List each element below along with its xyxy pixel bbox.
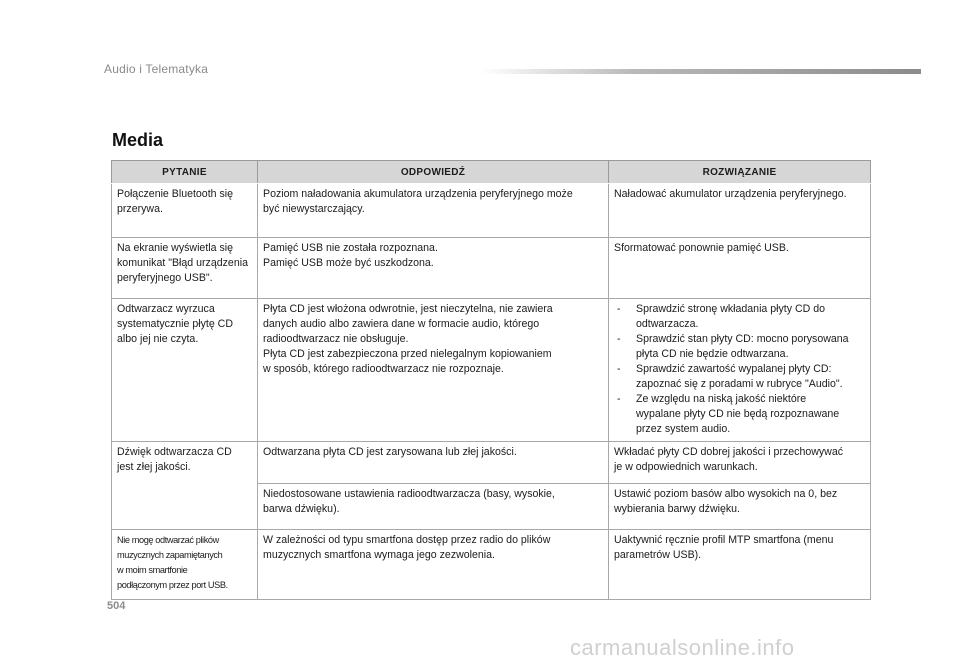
question-line: Dźwięk odtwarzacza CD	[117, 446, 232, 458]
solution-line: Uaktywnić ręcznie profil MTP smartfona (menu	[614, 534, 834, 546]
solution-line: parametrów USB).	[614, 549, 702, 561]
bullet-line: - Ze względu na niską jakość niektóre	[636, 393, 807, 405]
answer-line: Pamięć USB nie została rozpoznana.	[263, 242, 438, 254]
answer-line: muzycznych smartfona wymaga jego zezwolenia.	[263, 549, 495, 561]
solution-line: je w odpowiednich warunkach.	[614, 461, 758, 473]
bullet-line: - Sprawdzić stan płyty CD: mocno porysowana	[636, 333, 849, 345]
bullet-line: - Sprawdzić zawartość wypalanej płyty CD:	[636, 363, 832, 375]
troubleshooting-table	[111, 160, 871, 600]
solution-cell	[609, 238, 871, 299]
question-line: albo jej nie czyta.	[117, 333, 199, 345]
answer-line: Płyta CD jest włożona odwrotnie, jest nieczytelna, nie zawiera	[263, 303, 553, 315]
question-line: Odtwarzacz wyrzuca	[117, 303, 215, 315]
question-cell	[112, 299, 258, 442]
solution-bullet	[614, 302, 866, 332]
answer-line: Odtwarzana płyta CD jest zarysowana lub złej jakości.	[263, 446, 517, 458]
answer-cell	[258, 299, 609, 442]
question-cell	[112, 184, 258, 238]
answer-line: danych audio albo zawiera dane w formacie audio, którego	[263, 318, 540, 330]
answer-line: Niedostosowane ustawienia radioodtwarzacza (basy, wysokie,	[263, 488, 555, 500]
header-gradient-rule	[480, 69, 921, 74]
solution-bullet	[614, 332, 866, 362]
column-header-answer: ODPOWIEDŹ	[258, 161, 609, 184]
question-line: Połączenie Bluetooth się	[117, 188, 234, 200]
question-cell	[112, 530, 258, 600]
table-row	[112, 530, 871, 600]
bullet-line: - Sprawdzić stronę wkładania płyty CD do	[636, 303, 826, 315]
question-line: Na ekranie wyświetla się	[117, 242, 233, 254]
solution-line: Sformatować ponownie pamięć USB.	[614, 242, 789, 254]
answer-cell	[258, 530, 609, 600]
answer-line: być niewystarczający.	[263, 203, 365, 215]
answer-cell	[258, 484, 609, 530]
solution-cell	[609, 484, 871, 530]
solution-cell	[609, 184, 871, 238]
answer-cell	[258, 184, 609, 238]
table-row	[112, 299, 871, 442]
solution-line: Ustawić poziom basów albo wysokich na 0, bez	[614, 488, 838, 500]
page-number: 504	[107, 600, 126, 612]
solution-line: wybierania barwy dźwięku.	[614, 503, 741, 515]
question-line: Nie mogę odtwarzać plików	[117, 535, 219, 545]
table-row	[112, 238, 871, 299]
question-line: komunikat "Błąd urządzenia	[117, 257, 248, 269]
solution-cell	[609, 299, 871, 442]
question-cell	[112, 238, 258, 299]
bullet-line: odtwarzacza.	[636, 318, 699, 330]
question-line: podłączonym przez port USB.	[117, 580, 228, 590]
question-line: w moim smartfonie	[117, 565, 188, 575]
watermark-text: carmanualsonline.info	[570, 635, 795, 660]
bullet-line: płyta CD nie będzie odtwarzana.	[636, 348, 789, 360]
section-title: Media	[112, 130, 164, 150]
answer-cell	[258, 238, 609, 299]
answer-line: radioodtwarzacz nie obsługuje.	[263, 333, 409, 345]
answer-line: Poziom naładowania akumulatora urządzenia peryferyjnego może	[263, 188, 573, 200]
question-cell	[112, 442, 258, 530]
answer-line: W zależności od typu smartfona dostęp przez radio do plików	[263, 534, 551, 546]
running-header-title: Audio i Telematyka	[104, 62, 209, 76]
table-row	[112, 442, 871, 484]
table-row	[112, 184, 871, 238]
bullet-line: zapoznać się z poradami w rubryce "Audio".	[636, 378, 843, 390]
solution-bullet	[614, 392, 866, 437]
bullet-line: wypalane płyty CD nie będą rozpoznawane	[636, 408, 840, 420]
column-header-solution: ROZWIĄZANIE	[609, 161, 871, 184]
answer-line: barwa dźwięku).	[263, 503, 340, 515]
question-line: peryferyjnego USB".	[117, 272, 213, 284]
question-line: muzycznych zapamiętanych	[117, 550, 223, 560]
answer-line: w sposób, którego radioodtwarzacz nie rozpoznaje.	[263, 363, 504, 375]
column-header-question: PYTANIE	[112, 161, 258, 184]
solution-line: Naładować akumulator urządzenia peryferyjnego.	[614, 188, 847, 200]
answer-line: Płyta CD jest zabezpieczona przed nielegalnym kopiowaniem	[263, 348, 552, 360]
solution-bullet	[614, 362, 866, 392]
solution-line: Wkładać płyty CD dobrej jakości i przechowywać	[614, 446, 844, 458]
question-line: przerywa.	[117, 203, 163, 215]
answer-line: Pamięć USB może być uszkodzona.	[263, 257, 434, 269]
bullet-line: przez system audio.	[636, 423, 731, 435]
solution-bullet-list	[614, 302, 866, 437]
question-line: jest złej jakości.	[117, 461, 191, 473]
solution-cell	[609, 530, 871, 600]
table-header-row	[112, 161, 871, 184]
solution-cell	[609, 442, 871, 484]
answer-cell	[258, 442, 609, 484]
question-line: systematycznie płytę CD	[117, 318, 233, 330]
